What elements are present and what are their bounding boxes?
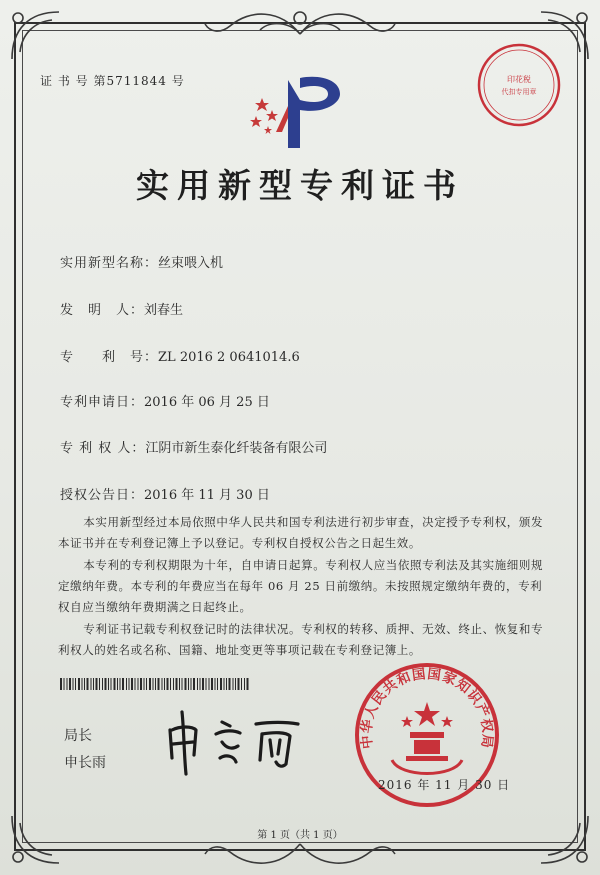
barcode-bar: [206, 678, 207, 690]
barcode-bar: [188, 678, 189, 690]
barcode-bar: [200, 678, 201, 690]
field-value: 刘春生: [144, 303, 184, 318]
barcode-bar: [209, 678, 210, 690]
barcode-bar: [84, 678, 85, 690]
tax-stamp-seal: [474, 40, 564, 130]
barcode-bar: [140, 678, 142, 690]
barcode-bar: [146, 678, 147, 690]
barcode-bar: [69, 678, 71, 690]
barcode-bar: [170, 678, 171, 690]
field-value: 江阴市新生泰化纤装备有限公司: [145, 441, 328, 456]
barcode-bar: [226, 678, 227, 690]
barcode-bar: [64, 678, 65, 690]
certificate-body: [58, 512, 548, 662]
barcode-bar: [87, 678, 89, 690]
barcode-bar: [155, 678, 156, 690]
field-value: ZL 2016 2 0641014.6: [158, 350, 300, 365]
field-label: 授权公告日：: [60, 488, 145, 503]
barcode-bar: [126, 678, 127, 690]
corner-ornament-bottom-right: [536, 811, 596, 871]
barcode-bar: [247, 678, 249, 690]
body-paragraph: 专利证书记载专利权登记时的法律状况。专利权的转移、质押、无效、终止、恢复和专利权人的姓名或名称、国籍、地址变更等事项记载在专利登记簿上。: [58, 622, 544, 657]
field-inventor: [60, 299, 183, 318]
barcode-bar: [82, 678, 83, 690]
field-value: 2016 年 06 月 25 日: [144, 395, 270, 410]
barcode-bar: [224, 678, 225, 690]
field-value: 丝束喂入机: [158, 256, 224, 271]
barcode-bar: [144, 678, 145, 690]
patent-office-logo-icon: [248, 70, 358, 150]
director-name: 申长雨: [64, 755, 106, 771]
barcode-bar: [99, 678, 100, 690]
svg-text:中华人民共和国国家知识产权局: 中华人民共和国国家知识产权局: [358, 666, 496, 750]
barcode-bar: [135, 678, 136, 690]
barcode-bar: [167, 678, 169, 690]
svg-text:代扣专用章: 代扣专用章: [501, 88, 537, 96]
corner-ornament-top-left: [4, 4, 64, 64]
barcode-bar: [122, 678, 124, 690]
barcode-bar: [105, 678, 107, 690]
barcode-bar: [164, 678, 165, 690]
barcode-bar: [182, 678, 183, 690]
barcode-bar: [78, 678, 80, 690]
barcode-bar: [238, 678, 240, 690]
barcode-bar: [244, 678, 245, 690]
barcode-bar: [185, 678, 187, 690]
field-label: 专 利 权 人：: [60, 441, 146, 456]
barcode-bar: [102, 678, 103, 690]
barcode-bar: [60, 678, 62, 690]
director-signature: [160, 700, 310, 780]
barcode-bar: [173, 678, 174, 690]
barcode-bar: [114, 678, 116, 690]
barcode-bar: [96, 678, 98, 690]
certificate-number: 证 书 号 第5711844 号: [40, 74, 185, 88]
field-application-date: [60, 391, 270, 410]
barcode-bar: [202, 678, 204, 690]
barcode-bar: [197, 678, 198, 690]
director-title: 局长: [64, 728, 92, 744]
barcode-bar: [120, 678, 121, 690]
page-number: 第 1 页（共 1 页）: [257, 830, 343, 841]
field-value: 2016 年 11 月 30 日: [144, 488, 270, 503]
barcode-bar: [111, 678, 112, 690]
barcode-bar: [138, 678, 139, 690]
barcode-bar: [191, 678, 192, 690]
barcode-bar: [179, 678, 180, 690]
barcode-bar: [149, 678, 151, 690]
field-label: 发 明 人：: [60, 303, 145, 318]
barcode-bar: [235, 678, 236, 690]
body-paragraph: 本实用新型经过本局依照中华人民共和国专利法进行初步审查，决定授予专利权，颁发本证书并在专利登记簿上予以登记。专利权自授权公告之日起生效。: [58, 515, 544, 550]
corner-ornament-bottom-left: [4, 811, 64, 871]
barcode-bar: [75, 678, 76, 690]
barcode-bar: [91, 678, 92, 690]
barcode-bar: [220, 678, 222, 690]
barcode-bar: [162, 678, 163, 690]
barcode-bar: [131, 678, 133, 690]
barcode-bar: [93, 678, 94, 690]
field-label: 专 利 号：: [60, 350, 159, 365]
certificate-title: 实用新型专利证书: [136, 166, 464, 205]
barcode-bar: [67, 678, 68, 690]
barcode-bar: [158, 678, 160, 690]
barcode-bar: [233, 678, 234, 690]
field-label: 实用新型名称：: [60, 256, 159, 271]
barcode-bar: [211, 678, 213, 690]
field-patent-number: [60, 346, 300, 365]
barcode-bar: [108, 678, 109, 690]
barcode-bar: [73, 678, 74, 690]
field-label: 专利申请日：: [60, 395, 145, 410]
field-utility-model-name: [60, 252, 223, 271]
barcode-bar: [215, 678, 216, 690]
top-ornament: [200, 4, 400, 44]
bottom-ornament: [200, 836, 400, 872]
svg-text:印花税: 印花税: [507, 75, 531, 84]
body-paragraph: 本专利的专利权期限为十年，自申请日起算。专利权人应当依照专利法及其实施细则规定缴纳年费。本专利的年费应当在每年 06 月 25 日前缴纳。未按照规定缴纳年费的，专利权自应当缴纳年费期满之日起终止。: [58, 558, 544, 614]
barcode-bar: [176, 678, 178, 690]
barcode-bar: [229, 678, 231, 690]
field-patentee: [60, 437, 327, 456]
field-grant-date: [60, 484, 270, 503]
barcode-bar: [129, 678, 130, 690]
barcode-strip: [60, 678, 252, 690]
barcode-bar: [193, 678, 195, 690]
barcode-bar: [217, 678, 218, 690]
barcode-bar: [241, 678, 242, 690]
issue-date: 2016 年 11 月 30 日: [378, 778, 511, 792]
barcode-bar: [153, 678, 154, 690]
barcode-bar: [117, 678, 118, 690]
